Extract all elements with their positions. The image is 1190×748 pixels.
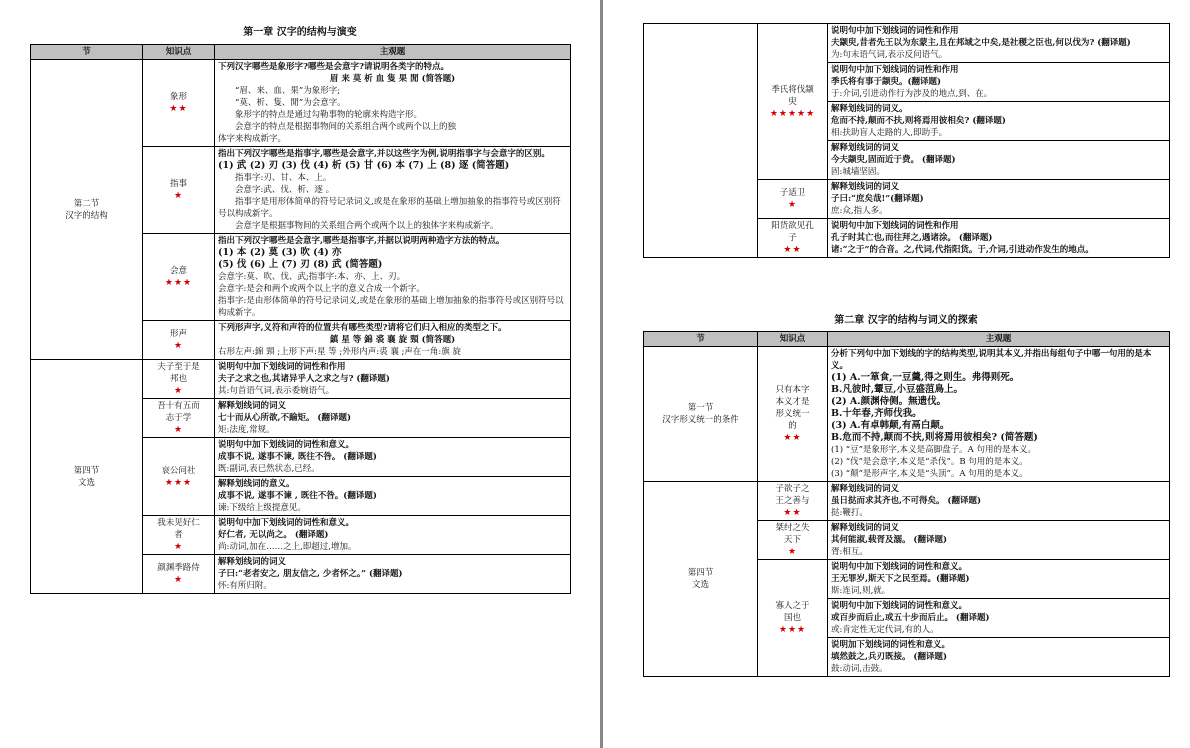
knowledge-point-cell xyxy=(758,24,828,180)
question-line: 说明句中加下划线词的词性和作用 xyxy=(831,26,959,36)
knowledge-point-cell xyxy=(143,360,215,399)
question-line: (1) A.一箪食,一豆羹,得之则生。弗得则死。 xyxy=(831,372,1020,383)
question-line: 解释划线词的词义 xyxy=(218,401,287,411)
question-line: 指事字:刃、甘、本、上。 xyxy=(235,173,332,183)
question-line: 胥:相互。 xyxy=(831,547,868,557)
table-header-row xyxy=(644,332,1170,347)
section-name-line: 汉字形义统一的条件 xyxy=(662,415,739,425)
question-line: 夫颛臾,昔者先王以为东蒙主,且在邦域之中矣,是社稷之臣也,何以伐为? (翻译题) xyxy=(831,38,1131,48)
importance-stars: ★ xyxy=(173,575,184,585)
question-line: 会意字:武、伐、析、逐 。 xyxy=(235,185,335,195)
question-line: 今夫颛臾,固而近于费。 (翻译题) xyxy=(831,155,956,165)
section-name-line: 文选 xyxy=(77,477,95,488)
question-line: B.危而不持,颠而不扶,则将焉用彼相矣? (简答题) xyxy=(831,432,1038,443)
knowledge-point-label: 的 xyxy=(788,421,797,431)
section-name-line: 汉字的结构 xyxy=(65,210,108,221)
question-line: 解释划线词的词义 xyxy=(831,143,900,153)
question-line: 庶:众,指人多。 xyxy=(831,206,888,216)
knowledge-table xyxy=(643,331,1170,677)
question-line: 说明句中加下划线词的词性和作用 xyxy=(831,65,959,75)
knowledge-table-continued xyxy=(643,23,1170,258)
question-cell xyxy=(828,599,1170,638)
knowledge-point-label: 志于学 xyxy=(165,413,192,423)
question-cell xyxy=(828,482,1170,521)
question-cell xyxy=(215,234,571,321)
knowledge-table xyxy=(30,44,571,594)
knowledge-point-label: 国也 xyxy=(783,613,801,623)
knowledge-point-cell xyxy=(143,438,215,516)
question-line: 眉 来 莫 析 血 隻 果 閒 (简答题) xyxy=(329,74,456,84)
knowledge-point-cell xyxy=(758,219,828,258)
question-line: 解释划线词的词义 xyxy=(831,182,900,192)
table-row xyxy=(644,482,1170,521)
question-cell xyxy=(828,219,1170,258)
question-line: 指事字是用形体简单的符号记录词义,或是在象形的基础上增加抽象的指事符号或区别符号以构成新字。 xyxy=(218,197,561,219)
knowledge-point-label: 本义才是 xyxy=(775,397,810,407)
table-row xyxy=(644,24,1170,63)
importance-stars: ★ xyxy=(173,542,184,552)
question-line: 会意字的特点是根据事物间的关系组合两个或两个以上的独 xyxy=(235,122,457,132)
question-line: 夫子之求之也,其诸异乎人之求之与? (翻译题) xyxy=(218,374,390,384)
question-line: 解释划线词的词义 xyxy=(218,557,287,567)
question-line: 怀:有所归附。 xyxy=(218,581,272,591)
knowledge-point-label: 形声 xyxy=(169,329,187,339)
question-line: 会意字是根据事物间的关系组合两个或两个以上的独体字来构成新字。 xyxy=(235,221,499,231)
knowledge-point-label: 邦也 xyxy=(169,374,187,384)
knowledge-point-cell xyxy=(143,60,215,147)
header-subjective-question: 主观题 xyxy=(828,332,1170,347)
question-cell xyxy=(215,555,571,594)
section-cell xyxy=(31,360,143,594)
header-subjective-question: 主观题 xyxy=(215,45,571,60)
table-row xyxy=(31,360,571,399)
table-row xyxy=(644,347,1170,482)
question-line: (1) “豆”是象形字,本义是高脚盘子。A 句用的是本义。 xyxy=(831,445,1036,455)
knowledge-point-label: 寡人之于 xyxy=(775,601,810,611)
section-cell xyxy=(644,24,758,258)
knowledge-point-label: 指事 xyxy=(169,179,187,189)
knowledge-point-cell xyxy=(143,234,215,321)
question-cell xyxy=(215,321,571,360)
question-line: 会意字:是会和两个或两个以上字的意义合成一个新字。 xyxy=(218,284,425,294)
table-header-row xyxy=(31,45,571,60)
question-line: 尚:动词,加在……之上,即超过,增加。 xyxy=(218,542,357,552)
question-line: 解释划线词的词义。 xyxy=(831,104,908,114)
knowledge-point-label: 吾十有五而 xyxy=(157,401,200,411)
knowledge-point-label: 子欲子之 xyxy=(775,484,810,494)
knowledge-point-cell xyxy=(143,555,215,594)
question-line: 危而不持,颠而不扶,则将焉用彼相矣? (翻译题) xyxy=(831,116,1006,126)
importance-stars: ★★★ xyxy=(164,278,193,288)
importance-stars: ★ xyxy=(787,200,798,210)
header-knowledge-point: 知识点 xyxy=(143,45,215,60)
section-cell xyxy=(644,347,758,482)
knowledge-point-cell xyxy=(143,516,215,555)
question-line: 分析下列句中加下划线的字的结构类型,说明其本义,并指出每组句子中哪一句用的是本义。 xyxy=(831,349,1152,371)
section-name-line: 第二节 xyxy=(73,198,100,209)
question-line: 指出下列汉字哪些是指事字,哪些是会意字,并以这些字为例,说明指事字与会意字的区别。 xyxy=(218,149,550,159)
question-line: 说明句中加下划线词的词性和意义。 xyxy=(218,440,355,450)
importance-stars: ★★★ xyxy=(778,625,807,635)
question-line: 鎮 星 等 錦 裘 襄 旋 頸 (简答题) xyxy=(329,335,456,345)
knowledge-point-label: 阳货欲见孔 xyxy=(771,221,814,231)
question-line: 七十而从心所欲,不踰矩。 (翻译题) xyxy=(218,413,351,423)
section-name-line: 文选 xyxy=(691,580,709,590)
question-line: (2) “伐”是会意字,本义是“杀伐”。B 句用的是本义。 xyxy=(831,457,1028,467)
document-page-right xyxy=(603,0,1190,748)
question-line: 矩:法度,常规。 xyxy=(218,425,275,435)
knowledge-point-label: 臾 xyxy=(788,96,797,107)
chapter-title: 第二章 汉字的结构与词义的探索 xyxy=(834,315,978,326)
knowledge-point-label: 会意 xyxy=(169,266,187,276)
question-cell xyxy=(828,141,1170,180)
importance-stars: ★★ xyxy=(783,508,802,518)
question-line: 其:句首语气词,表示委婉语气。 xyxy=(218,386,335,396)
question-line: 说明句中加下划线词的词性和意义。 xyxy=(218,518,355,528)
knowledge-point-cell xyxy=(758,347,828,482)
question-cell xyxy=(828,560,1170,599)
knowledge-point-label: 颜渊季路侍 xyxy=(157,563,200,573)
question-line: 指出下列汉字哪些是会意字,哪些是指事字,并据以说明两种造字方法的特点。 xyxy=(218,236,505,246)
question-line: 相:扶助盲人走路的人,即助手。 xyxy=(831,128,948,138)
header-section: 节 xyxy=(644,332,758,347)
knowledge-point-label: 者 xyxy=(174,530,183,540)
importance-stars: ★★★ xyxy=(164,477,193,488)
knowledge-point-label: 夫子至于是 xyxy=(157,362,200,372)
question-line: 虽日挞而求其齐也,不可得矣。 (翻译题) xyxy=(831,496,981,506)
knowledge-point-label: 只有本字 xyxy=(775,385,810,395)
question-line: 为:句末语气词,表示反问语气。 xyxy=(831,50,948,60)
question-line: (3) A.有卓韩颠,有鬲白颠。 xyxy=(831,420,950,431)
knowledge-point-cell xyxy=(758,180,828,219)
importance-stars: ★★ xyxy=(169,104,188,114)
knowledge-point-label: 季氏将伐颛 xyxy=(771,84,814,95)
knowledge-point-label: 形义统一 xyxy=(775,409,810,419)
section-cell xyxy=(644,482,758,677)
question-line: 孔子时其亡也,而往拜之,遇诸涂。 (翻译题) xyxy=(831,233,993,243)
knowledge-point-cell xyxy=(143,147,215,234)
question-line: 象形字的特点是通过勾勒事物的轮廓来构造字形。 xyxy=(235,110,423,120)
question-line: 既:副词,表已然状态,已经。 xyxy=(218,464,320,474)
question-line: 体字来构成新字。 xyxy=(218,134,287,144)
knowledge-point-cell xyxy=(758,560,828,677)
question-line: (1) 武 (2) 刃 (3) 伐 (4) 析 (5) 甘 (6) 本 (7) 上 (8) 逐 (简答题) xyxy=(218,160,510,171)
question-line: 解释划线词的词义 xyxy=(831,523,900,533)
question-line: 解释划线词的词义 xyxy=(831,484,900,494)
question-line: 王无罪岁,斯天下之民至焉。(翻译题) xyxy=(831,574,970,584)
question-line: 子曰:“老者安之, 朋友信之, 少者怀之。” (翻译题) xyxy=(218,569,403,579)
question-line: 说明句中加下划线词的词性和作用 xyxy=(218,362,346,372)
table-row xyxy=(31,60,571,147)
question-cell xyxy=(828,102,1170,141)
knowledge-point-label: 王之善与 xyxy=(775,496,810,506)
question-line: (5) 伐 (6) 上 (7) 刃 (8) 武 (简答题) xyxy=(218,259,383,270)
importance-stars: ★ xyxy=(173,425,184,435)
importance-stars: ★ xyxy=(173,191,184,201)
question-line: 或百步而后止,或五十步而后止。 (翻译题) xyxy=(831,613,990,623)
question-line: 季氏将有事于颛臾。(翻译题) xyxy=(831,77,942,87)
knowledge-point-cell xyxy=(758,482,828,521)
knowledge-point-cell xyxy=(143,399,215,438)
importance-stars: ★ xyxy=(173,386,184,396)
knowledge-point-cell xyxy=(758,521,828,560)
question-line: 诸:“之于”的合音。之,代词,代指阳货。于,介词,引进动作发生的地点。 xyxy=(831,245,1094,255)
question-line: 下列汉字哪些是象形字?哪些是会意字?请说明各类字的特点。 xyxy=(218,62,449,72)
question-line: “莫、析、隻、閒”为会意字。 xyxy=(235,98,346,108)
question-line: 下列形声字,义符和声符的位置共有哪些类型?请将它们归入相应的类型之下。 xyxy=(218,323,507,333)
section-name-line: 第四节 xyxy=(73,465,100,476)
question-cell xyxy=(215,147,571,234)
question-cell xyxy=(215,438,571,477)
question-line: 说明句中加下划线词的词性和意义。 xyxy=(831,601,968,611)
question-line: (1) 本 (2) 莫 (3) 吹 (4) 亦 xyxy=(218,247,342,258)
question-cell xyxy=(828,638,1170,677)
question-line: “眉、来、血、果”为象形字; xyxy=(235,86,341,96)
header-knowledge-point: 知识点 xyxy=(758,332,828,347)
importance-stars: ★ xyxy=(787,547,798,557)
knowledge-point-label: 天下 xyxy=(783,535,801,545)
question-cell xyxy=(828,24,1170,63)
question-cell xyxy=(828,63,1170,102)
question-line: 右形左声:錦 頸 ;上形下声:星 等 ;外形内声:裘 襄 ;声在一角:旗 旋 xyxy=(218,347,461,357)
question-line: 说明加下划线词的词性和意义。 xyxy=(831,640,951,650)
question-line: B.十年春,齐师伐我。 xyxy=(831,408,922,419)
question-line: 好仁者, 无以尚之。 (翻译题) xyxy=(218,530,329,540)
knowledge-point-label: 桀纣之失 xyxy=(775,523,810,533)
importance-stars: ★★ xyxy=(783,245,802,255)
question-line: 说明句中加下划线词的词性和意义。 xyxy=(831,562,968,572)
question-cell xyxy=(828,521,1170,560)
question-cell xyxy=(828,347,1170,482)
importance-stars: ★ xyxy=(173,341,184,351)
question-line: 其何能淑,载胥及溺。 (翻译题) xyxy=(831,535,947,545)
question-line: 斯:连词,则,就。 xyxy=(831,586,891,596)
question-line: B.凡彼时,颦豆,小豆盛菹鳥上。 xyxy=(831,384,963,395)
question-line: 填然鼓之,兵刃既接。 (翻译题) xyxy=(831,652,947,662)
question-line: 会意字:莫、吹、伐、武;指事字:本、亦、上、刃。 xyxy=(218,272,406,282)
knowledge-point-cell xyxy=(143,321,215,360)
question-line: 挞:鞭打。 xyxy=(831,508,868,518)
chapter-title: 第一章 汉字的结构与演变 xyxy=(243,27,357,38)
question-line: 鼓:动词,击鼓。 xyxy=(831,664,888,674)
question-cell xyxy=(828,180,1170,219)
knowledge-point-label: 我未见好仁 xyxy=(157,518,200,528)
knowledge-point-label: 象形 xyxy=(169,92,187,102)
question-line: 指事字:是由形体简单的符号记录词义,或是在象形的基础上增加抽象的指事符号或区别符号以构成新字。 xyxy=(218,296,564,318)
question-cell xyxy=(215,399,571,438)
question-line: 谏:下级给上级提意见。 xyxy=(218,503,306,513)
knowledge-point-label: 子 xyxy=(788,233,797,243)
question-cell xyxy=(215,477,571,516)
question-line: 于:介词,引进动作行为涉及的地点,到、在。 xyxy=(831,89,993,99)
importance-stars: ★★★★★ xyxy=(769,108,816,119)
knowledge-point-label: 子适卫 xyxy=(779,188,806,198)
question-line: (3) “颠”是形声字,本义是“头顶”。A 句用的是本义。 xyxy=(831,469,1028,479)
question-line: 成事不说, 遂事不谏, 既往不咎。 (翻译题) xyxy=(218,452,377,462)
question-line: 或:肯定性无定代词,有的人。 xyxy=(831,625,939,635)
question-line: 子曰:“庶矣哉!”(翻译题) xyxy=(831,194,924,204)
question-cell xyxy=(215,360,571,399)
question-line: 成事不说, 遂事不谏 , 既往不咎。(翻译题) xyxy=(218,491,377,501)
question-cell xyxy=(215,516,571,555)
section-name-line: 第四节 xyxy=(687,568,714,578)
header-section: 节 xyxy=(31,45,143,60)
section-cell xyxy=(31,60,143,360)
importance-stars: ★★ xyxy=(783,433,802,443)
question-line: (2) A.颜渊侍侧。無遗伐。 xyxy=(831,396,947,407)
section-name-line: 第一节 xyxy=(687,403,714,413)
knowledge-point-label: 哀公问社 xyxy=(161,465,196,476)
question-cell xyxy=(215,60,571,147)
question-line: 固:城墙坚固。 xyxy=(831,167,885,177)
question-line: 说明句中加下划线词的词性和作用 xyxy=(831,221,959,231)
question-line: 解释划线词的意义。 xyxy=(218,479,295,489)
